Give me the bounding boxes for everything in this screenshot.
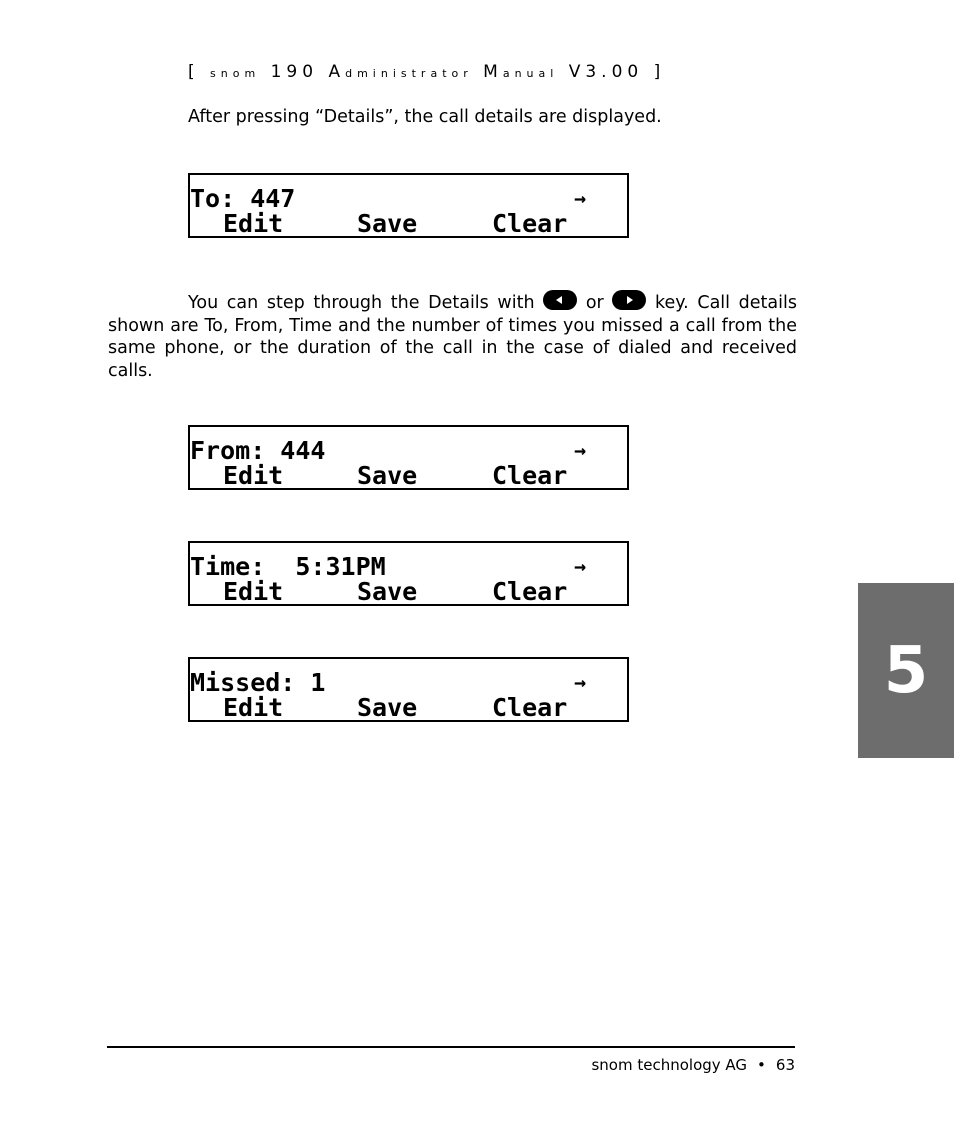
page-footer	[591, 1056, 795, 1074]
softkey-edit: Edit	[223, 693, 284, 722]
footer-bullet: •	[757, 1056, 766, 1074]
lcd-display-missed	[188, 657, 629, 722]
header-open-bracket: [	[188, 62, 200, 82]
intro-text: After pressing “Details”, the call details are displayed.	[188, 107, 662, 127]
header-initial-a: A	[328, 62, 346, 82]
left-arrow-key-icon	[543, 290, 577, 310]
softkey-edit: Edit	[223, 577, 284, 606]
softkey-edit: Edit	[223, 209, 284, 238]
softkey-edit: Edit	[223, 461, 284, 490]
softkey-save: Save	[357, 461, 418, 490]
chapter-tab	[858, 583, 954, 758]
header-model: 190	[270, 62, 319, 82]
right-arrow-key-icon	[612, 290, 646, 310]
right-arrow-icon: →	[574, 554, 587, 578]
header-close-bracket: ]	[653, 62, 666, 82]
lcd-display-to	[188, 173, 629, 238]
right-arrow-icon: →	[574, 438, 587, 462]
body-paragraph	[108, 290, 797, 382]
header-initial-m: M	[483, 62, 503, 82]
footer-company: snom technology AG	[591, 1056, 748, 1074]
header-version: V3.00	[568, 62, 644, 82]
softkey-clear: Clear	[492, 209, 568, 238]
lcd-line1: To: 447	[190, 184, 296, 213]
header-rest-manual: anual	[502, 67, 559, 80]
softkey-save: Save	[357, 209, 418, 238]
paragraph-or: or	[585, 293, 604, 313]
lcd-line1: Missed: 1	[190, 668, 326, 697]
lcd-display-time	[188, 541, 629, 606]
footer-divider	[107, 1046, 795, 1048]
header-rest-administrator: dministrator	[345, 67, 473, 80]
lcd-line1: From: 444	[190, 436, 326, 465]
running-header	[188, 62, 665, 82]
chapter-number: 5	[883, 633, 929, 708]
softkey-clear: Clear	[492, 461, 568, 490]
paragraph-part2: key. Call details shown are To, From, Time and the number of times you missed a call from the same phone, or the duration of the call in the case of dialed and received calls.	[108, 293, 797, 381]
page-number: 63	[775, 1056, 795, 1074]
softkey-clear: Clear	[492, 577, 568, 606]
header-word-administrator	[328, 62, 472, 82]
header-word-manual	[483, 62, 558, 82]
softkey-save: Save	[357, 693, 418, 722]
softkey-save: Save	[357, 577, 418, 606]
paragraph-part1: You can step through the Details with	[188, 293, 535, 313]
right-arrow-icon: →	[574, 186, 587, 210]
right-arrow-icon: →	[574, 670, 587, 694]
lcd-line1: Time: 5:31PM	[190, 552, 386, 581]
softkey-clear: Clear	[492, 693, 568, 722]
header-brand: snom	[210, 67, 261, 80]
lcd-display-from	[188, 425, 629, 490]
